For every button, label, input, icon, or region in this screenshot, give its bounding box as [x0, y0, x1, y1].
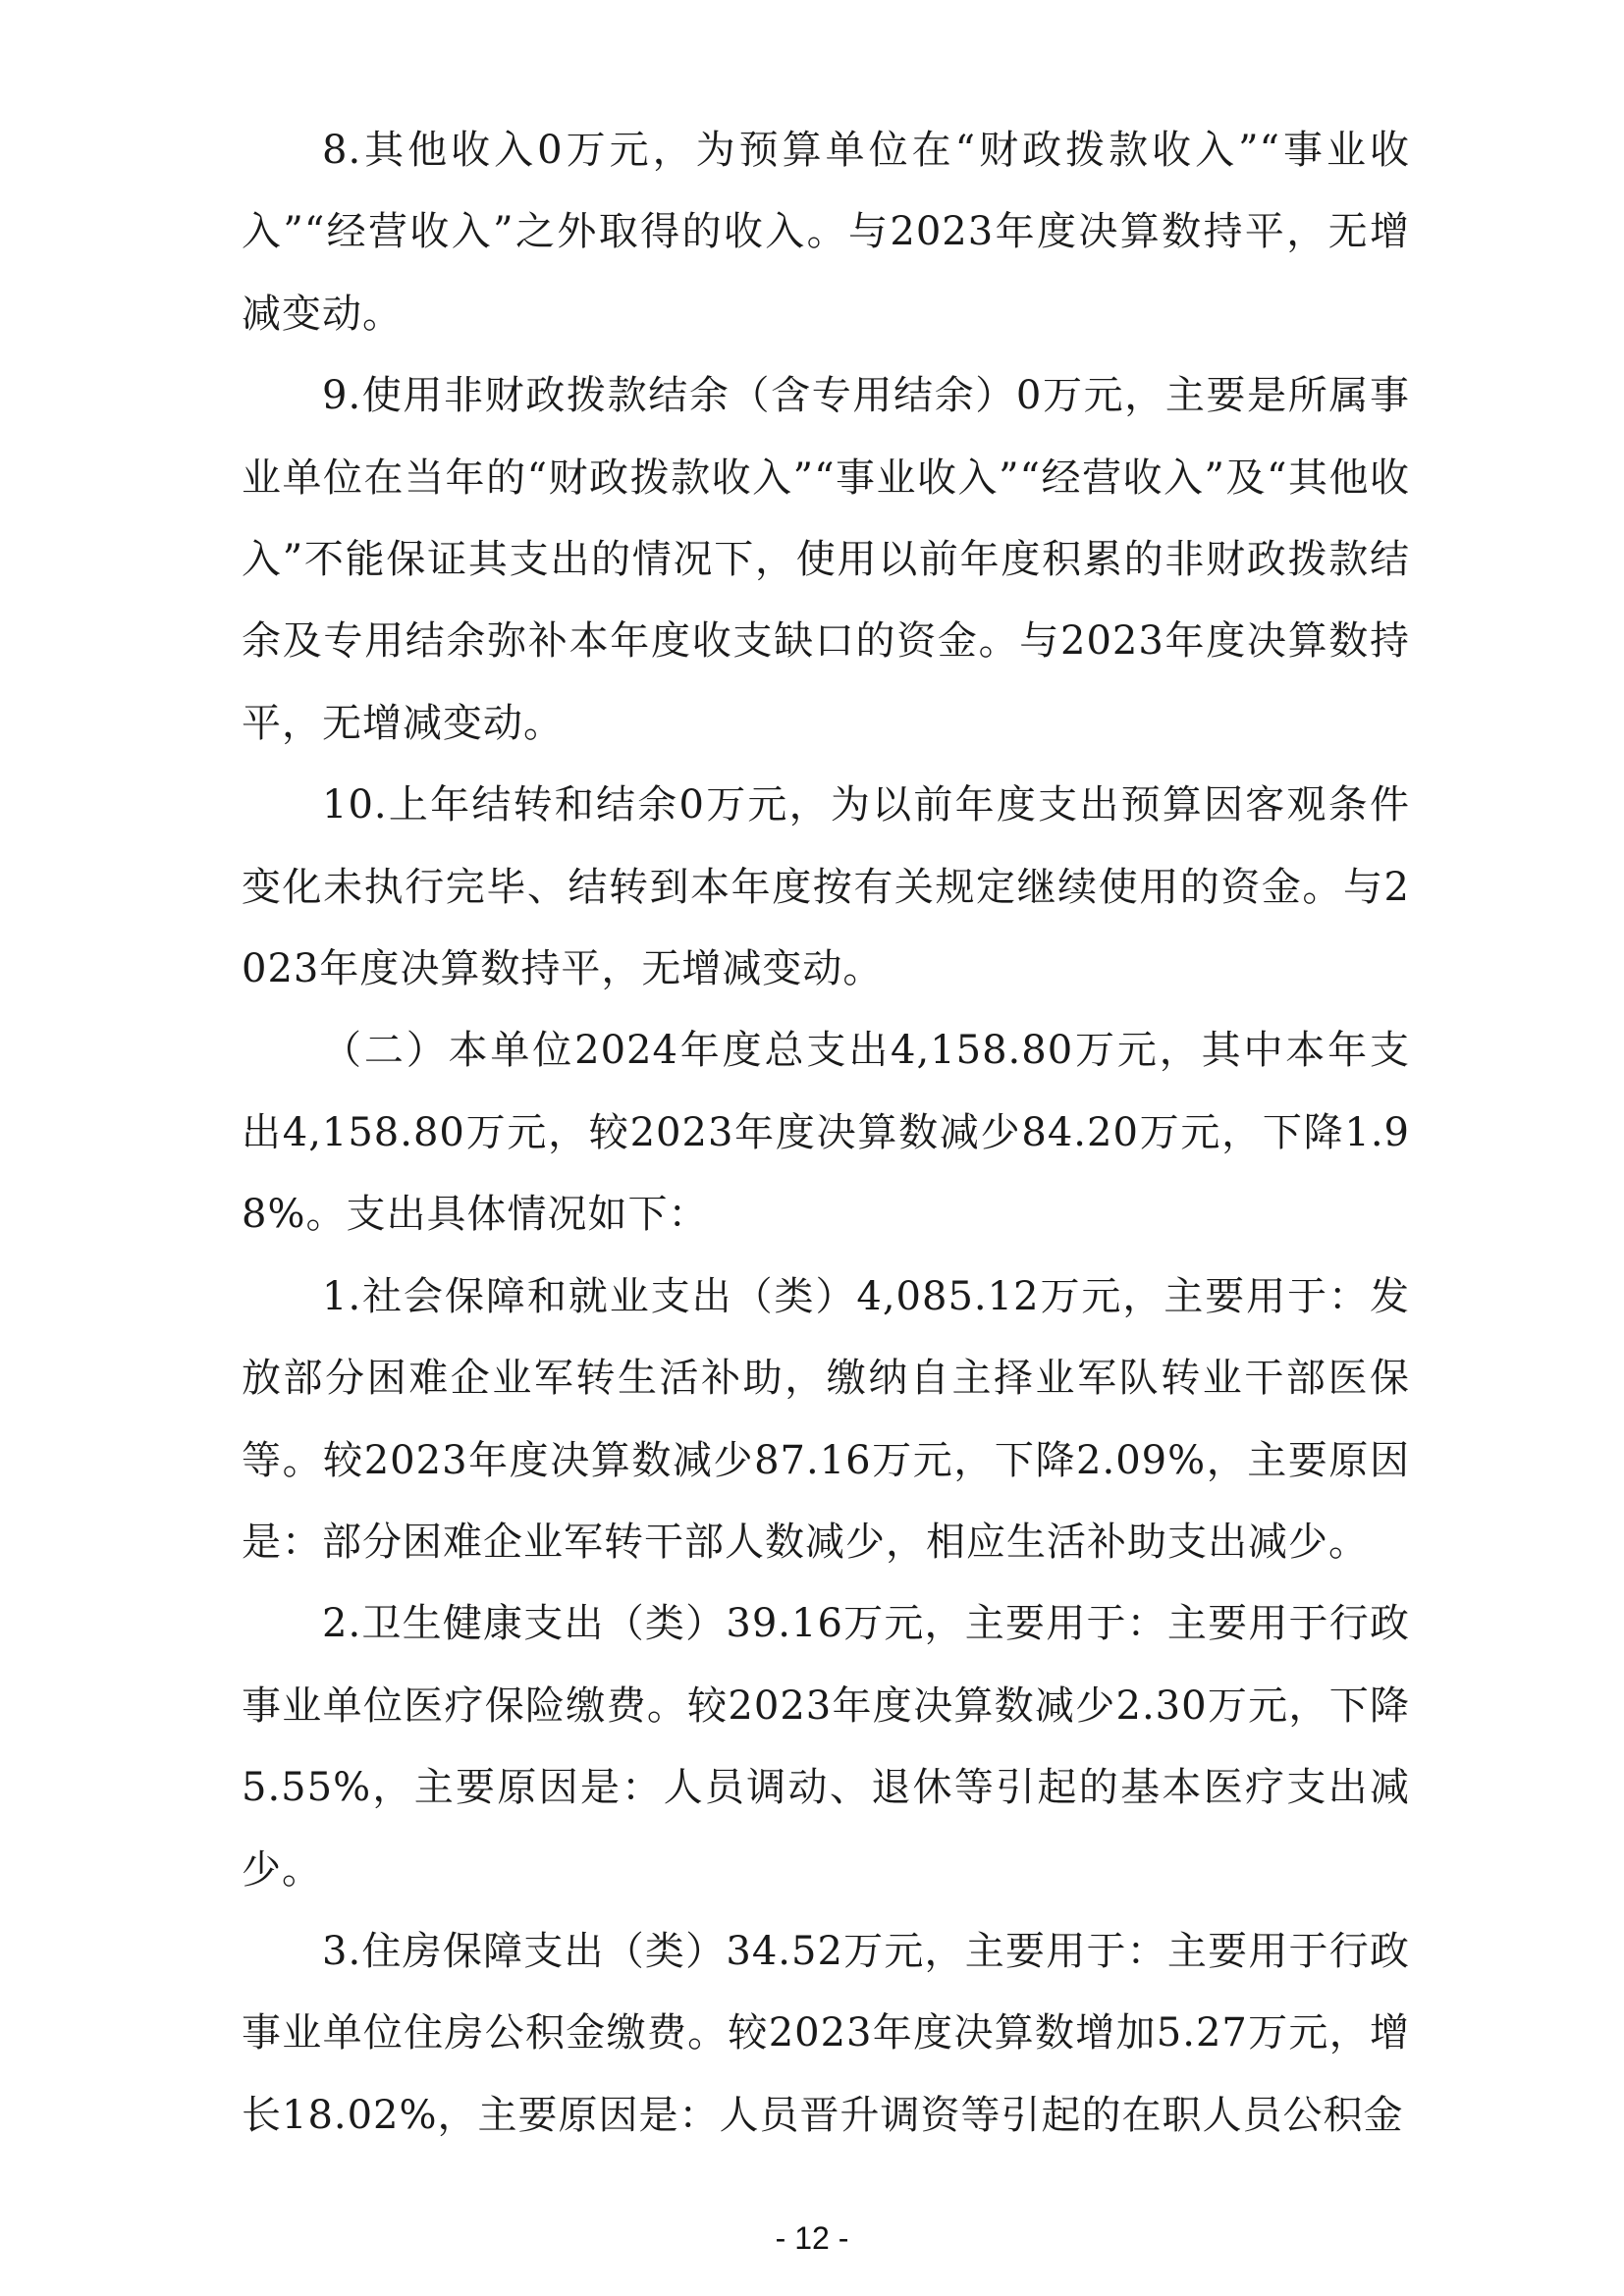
paragraph-social-security-expenditure: 1.社会保障和就业支出（类）4,085.12万元，主要用于：发放部分困难企业军转生活补助，缴纳自主择业军队转业干部医保等。较2023年度决算数减少87.16万元，下降2.09%，主要原因是：部分困难企业军转干部人数减少，相应生活补助支出减少。 [242, 1273, 1410, 1565]
paragraph-non-fiscal-balance: 9.使用非财政拨款结余（含专用结余）0万元，主要是所属事业单位在当年的“财政拨款收入”“事业收入”“经营收入”及“其他收入”不能保证其支出的情况下，使用以前年度积累的非财政拨款结余及专用结余弥补本年度收支缺口的资金。与2023年度决算数持平，无增减变动。 [242, 373, 1410, 746]
paragraph-total-expenditure: （二）本单位2024年度总支出4,158.80万元，其中本年支出4,158.80万元，较2023年度决算数减少84.20万元，下降1.98%。支出具体情况如下： [242, 1028, 1410, 1238]
page-number: - 12 - [775, 2220, 849, 2256]
paragraph-other-income: 8.其他收入0万元，为预算单位在“财政拨款收入”“事业收入”“经营收入”之外取得的收入。与2023年度决算数持平，无增减变动。 [242, 128, 1410, 337]
paragraph-prior-year-carryover: 10.上年结转和结余0万元，为以前年度支出预算因客观条件变化未执行完毕、结转到本年度按有关规定继续使用的资金。与2023年度决算数持平，无增减变动。 [242, 782, 1410, 992]
document-body [242, 110, 1410, 2157]
paragraph-housing-expenditure: 3.住房保障支出（类）34.52万元，主要用于：主要用于行政事业单位住房公积金缴费。较2023年度决算数增加5.27万元，增长18.02%，主要原因是：人员晋升调资等引起的在职人员公积金 [242, 1928, 1410, 2138]
paragraph-health-expenditure: 2.卫生健康支出（类）39.16万元，主要用于：主要用于行政事业单位医疗保险缴费。较2023年度决算数减少2.30万元，下降5.55%，主要原因是：人员调动、退休等引起的基本医疗支出减少。 [242, 1601, 1410, 1893]
